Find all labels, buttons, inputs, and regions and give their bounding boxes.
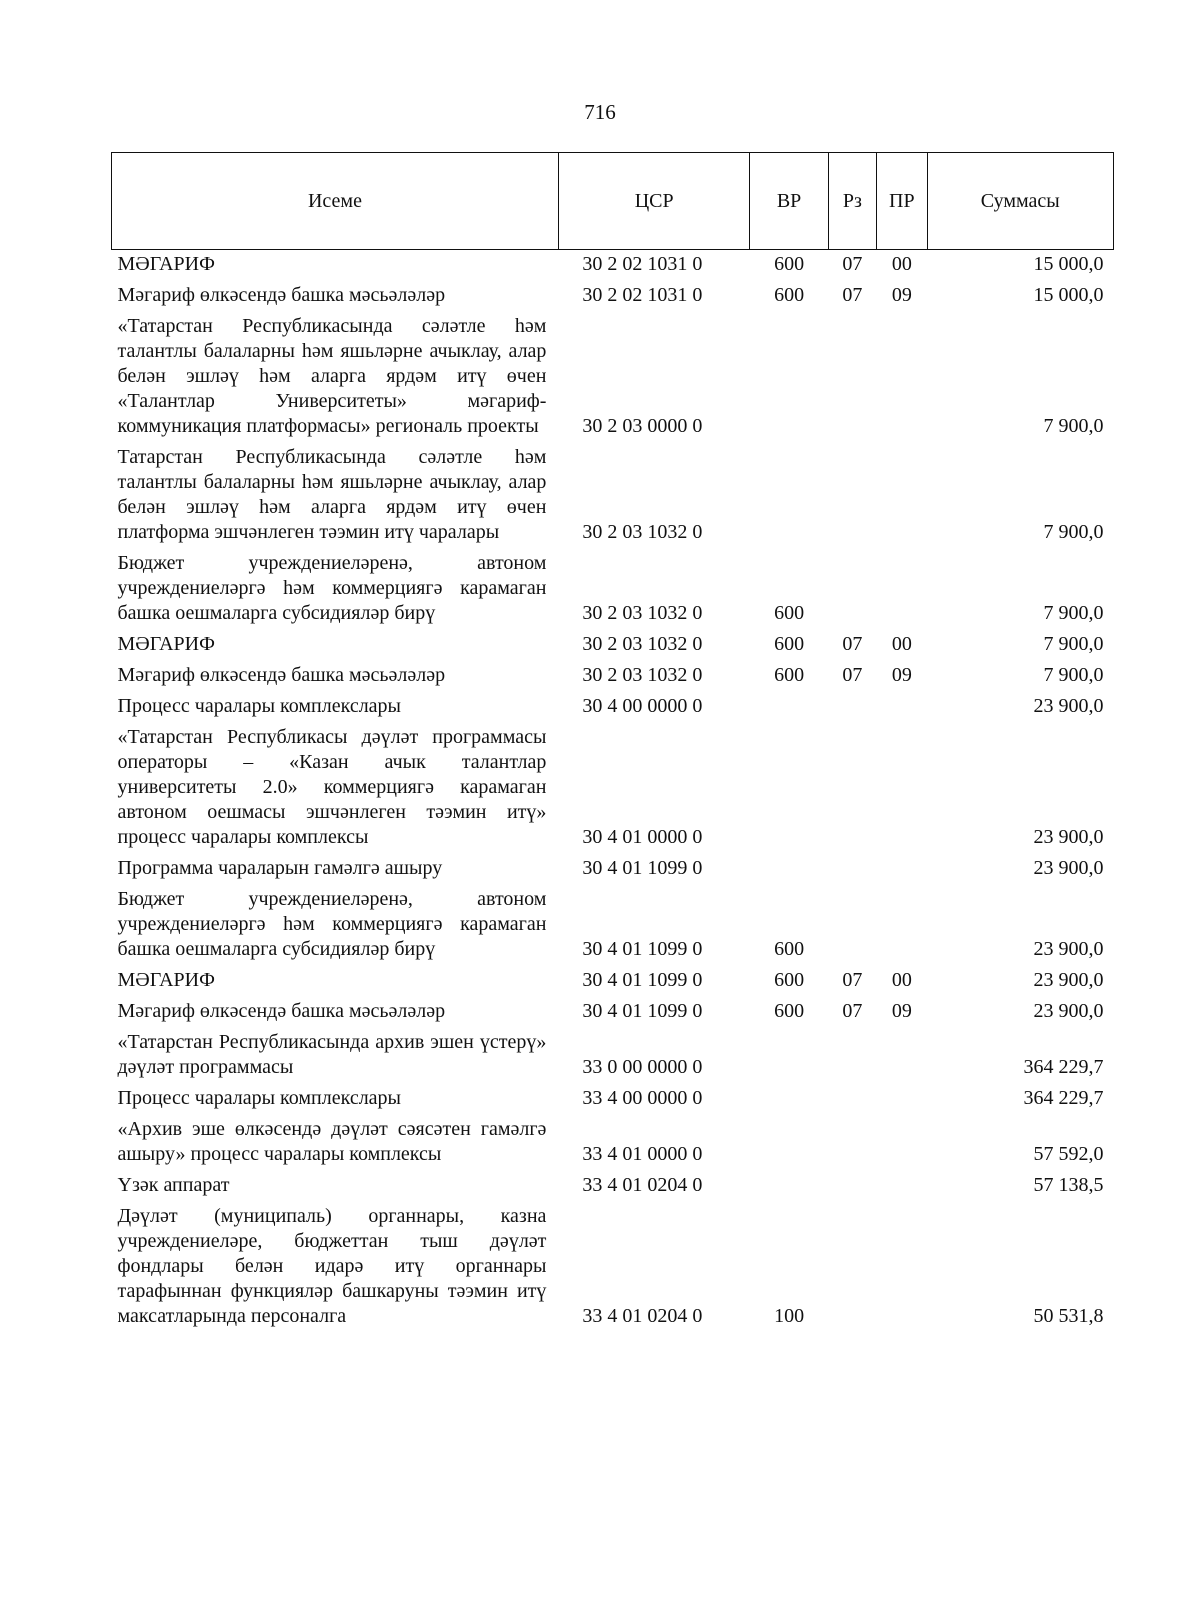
row-pr — [877, 723, 927, 854]
row-pr: 09 — [891, 1000, 912, 1022]
row-vr — [750, 1171, 828, 1202]
column-header-rz: Рз — [828, 153, 876, 250]
row-csr: 30 4 01 1099 0 — [582, 938, 703, 960]
row-name: МӘГАРИФ — [117, 969, 215, 991]
row-pr — [877, 1028, 927, 1084]
row-rz — [828, 549, 876, 630]
column-header-csr: ЦСР — [558, 153, 750, 250]
row-name: Бюджет учреждениеләренә, автоном учреждениеләргә һәм коммерциягә карамаган башка оешмаларга субсидияләр бирү — [117, 888, 547, 960]
row-vr — [750, 1084, 828, 1115]
row-pr — [877, 1115, 927, 1171]
row-sum: 15 000,0 — [1033, 284, 1104, 306]
row-sum: 7 900,0 — [1043, 415, 1104, 437]
row-name: МӘГАРИФ — [117, 633, 215, 655]
row-sum: 364 229,7 — [1023, 1087, 1104, 1109]
row-csr: 33 4 01 0204 0 — [582, 1174, 703, 1196]
row-sum: 23 900,0 — [1033, 1000, 1104, 1022]
row-pr: 09 — [891, 664, 912, 686]
row-vr: 600 — [774, 664, 805, 686]
row-name: «Татарстан Республикасы дәүләт программасы операторы – «Казан ачык талантлар университеты 2.0» коммерциягә карамаган автоном оешмасы эшчәнлеген тәэмин итү» процесс чаралары комплексы — [117, 726, 547, 848]
row-sum: 57 592,0 — [1033, 1143, 1104, 1165]
row-vr — [750, 854, 828, 885]
row-rz — [828, 723, 876, 854]
row-pr — [877, 1084, 927, 1115]
row-pr — [877, 312, 927, 443]
table-row — [112, 1084, 1114, 1115]
row-name: Үзәк аппарат — [117, 1174, 230, 1196]
row-pr: 00 — [891, 253, 912, 275]
row-sum: 23 900,0 — [1033, 695, 1104, 717]
table-row — [112, 661, 1114, 692]
budget-table — [111, 152, 1114, 1333]
row-vr: 100 — [774, 1305, 805, 1327]
row-csr: 30 2 03 0000 0 — [582, 415, 703, 437]
row-vr: 600 — [774, 602, 805, 624]
column-header-vr: ВР — [750, 153, 828, 250]
table-row — [112, 966, 1114, 997]
row-rz: 07 — [842, 633, 863, 655]
row-sum: 57 138,5 — [1033, 1174, 1104, 1196]
row-rz — [828, 443, 876, 549]
row-sum: 23 900,0 — [1033, 857, 1104, 879]
row-name: МӘГАРИФ — [117, 253, 215, 275]
column-header-name: Исеме — [112, 153, 559, 250]
table-row — [112, 630, 1114, 661]
row-pr: 09 — [891, 284, 912, 306]
row-rz: 07 — [842, 1000, 863, 1022]
header-row — [112, 153, 1114, 250]
table-row — [112, 312, 1114, 443]
row-rz — [828, 1028, 876, 1084]
row-name: Татарстан Республикасында сәләтле һәм талантлы балаларны һәм яшьләрне ачыклау, алар белән эшләү һәм аларга ярдәм итү өчен платформа эшчәнлеген тәэмин итү чаралары — [117, 446, 547, 543]
row-name: Программа чараларын гамәлгә ашыру — [117, 857, 443, 879]
row-csr: 30 4 00 0000 0 — [582, 695, 703, 717]
row-vr: 600 — [774, 253, 805, 275]
table-row — [112, 1202, 1114, 1333]
row-rz — [828, 1171, 876, 1202]
table-row — [112, 854, 1114, 885]
row-sum: 15 000,0 — [1033, 253, 1104, 275]
row-csr: 33 0 00 0000 0 — [582, 1056, 703, 1078]
row-csr: 30 2 02 1031 0 — [582, 253, 703, 275]
row-name: Процесс чаралары комплекслары — [117, 1087, 401, 1109]
row-name: «Архив эше өлкәсендә дәүләт сәясәтен гамәлгә ашыру» процесс чаралары комплексы — [117, 1118, 547, 1165]
row-rz — [828, 1115, 876, 1171]
row-pr — [877, 1202, 927, 1333]
row-csr: 33 4 01 0000 0 — [582, 1143, 703, 1165]
row-name: Мәгариф өлкәсендә башка мәсьәләләр — [117, 1000, 446, 1022]
row-csr: 30 4 01 1099 0 — [582, 1000, 703, 1022]
row-sum: 7 900,0 — [1043, 664, 1104, 686]
row-rz — [828, 1202, 876, 1333]
row-vr: 600 — [774, 1000, 805, 1022]
row-sum: 23 900,0 — [1033, 969, 1104, 991]
row-name: Дәүләт (муниципаль) органнары, казна учреждениеләре, бюджеттан тыш дәүләт фондлары белән идарә итү органнары тарафыннан функцияләр башкаруны тәэмин итү максатларында персоналга — [117, 1205, 547, 1327]
page-number: 716 — [584, 100, 616, 124]
row-pr — [877, 692, 927, 723]
column-header-pr: ПР — [877, 153, 927, 250]
row-rz: 07 — [842, 253, 863, 275]
row-vr — [750, 1028, 828, 1084]
column-header-sum: Суммасы — [927, 153, 1113, 250]
row-vr: 600 — [774, 969, 805, 991]
row-name: Бюджет учреждениеләренә, автоном учреждениеләргә һәм коммерциягә карамаган башка оешмаларга субсидияләр бирү — [117, 552, 547, 624]
row-vr — [750, 723, 828, 854]
row-pr: 00 — [891, 969, 912, 991]
row-csr: 30 4 01 1099 0 — [582, 969, 703, 991]
table-row — [112, 1028, 1114, 1084]
row-pr — [877, 1171, 927, 1202]
row-rz: 07 — [842, 969, 863, 991]
row-rz: 07 — [842, 664, 863, 686]
row-pr — [877, 443, 927, 549]
row-vr — [750, 312, 828, 443]
row-csr: 30 4 01 1099 0 — [582, 857, 703, 879]
row-sum: 23 900,0 — [1033, 826, 1104, 848]
row-csr: 30 2 03 1032 0 — [582, 664, 703, 686]
row-vr: 600 — [774, 284, 805, 306]
table-row — [112, 997, 1114, 1028]
row-rz — [828, 692, 876, 723]
row-vr — [750, 443, 828, 549]
row-name: Процесс чаралары комплекслары — [117, 695, 401, 717]
row-sum: 364 229,7 — [1023, 1056, 1104, 1078]
row-csr: 30 2 03 1032 0 — [582, 633, 703, 655]
row-sum: 23 900,0 — [1033, 938, 1104, 960]
table-row — [112, 443, 1114, 549]
row-pr — [877, 854, 927, 885]
row-name: «Татарстан Республикасында сәләтле һәм талантлы балаларны һәм яшьләрне ачыклау, алар белән эшләү һәм аларга ярдәм итү өчен «Талантлар Университеты» мәгариф-коммуникация платформасы» региональ проекты — [117, 315, 547, 437]
row-vr — [750, 692, 828, 723]
table-row — [112, 250, 1114, 282]
row-pr — [877, 549, 927, 630]
row-csr: 33 4 01 0204 0 — [582, 1305, 703, 1327]
table-row — [112, 1115, 1114, 1171]
row-vr: 600 — [774, 938, 805, 960]
row-csr: 30 2 03 1032 0 — [582, 521, 703, 543]
table-row — [112, 1171, 1114, 1202]
row-csr: 33 4 00 0000 0 — [582, 1087, 703, 1109]
row-vr — [750, 1115, 828, 1171]
row-csr: 30 4 01 0000 0 — [582, 826, 703, 848]
row-name: Мәгариф өлкәсендә башка мәсьәләләр — [117, 664, 446, 686]
row-sum: 7 900,0 — [1043, 521, 1104, 543]
table-row — [112, 723, 1114, 854]
row-name: Мәгариф өлкәсендә башка мәсьәләләр — [117, 284, 446, 306]
row-rz — [828, 885, 876, 966]
row-vr: 600 — [774, 633, 805, 655]
row-csr: 30 2 02 1031 0 — [582, 284, 703, 306]
row-sum: 7 900,0 — [1043, 602, 1104, 624]
row-rz — [828, 1084, 876, 1115]
table-row — [112, 549, 1114, 630]
row-csr: 30 2 03 1032 0 — [582, 602, 703, 624]
table-row — [112, 692, 1114, 723]
table-body — [112, 250, 1114, 1334]
row-sum: 7 900,0 — [1043, 633, 1104, 655]
row-rz — [828, 312, 876, 443]
row-rz: 07 — [842, 284, 863, 306]
row-name: «Татарстан Республикасында архив эшен үстерү» дәүләт программасы — [117, 1031, 547, 1078]
table-row — [112, 281, 1114, 312]
table-row — [112, 885, 1114, 966]
row-pr: 00 — [891, 633, 912, 655]
row-pr — [877, 885, 927, 966]
row-sum: 50 531,8 — [1033, 1305, 1104, 1327]
row-rz — [828, 854, 876, 885]
